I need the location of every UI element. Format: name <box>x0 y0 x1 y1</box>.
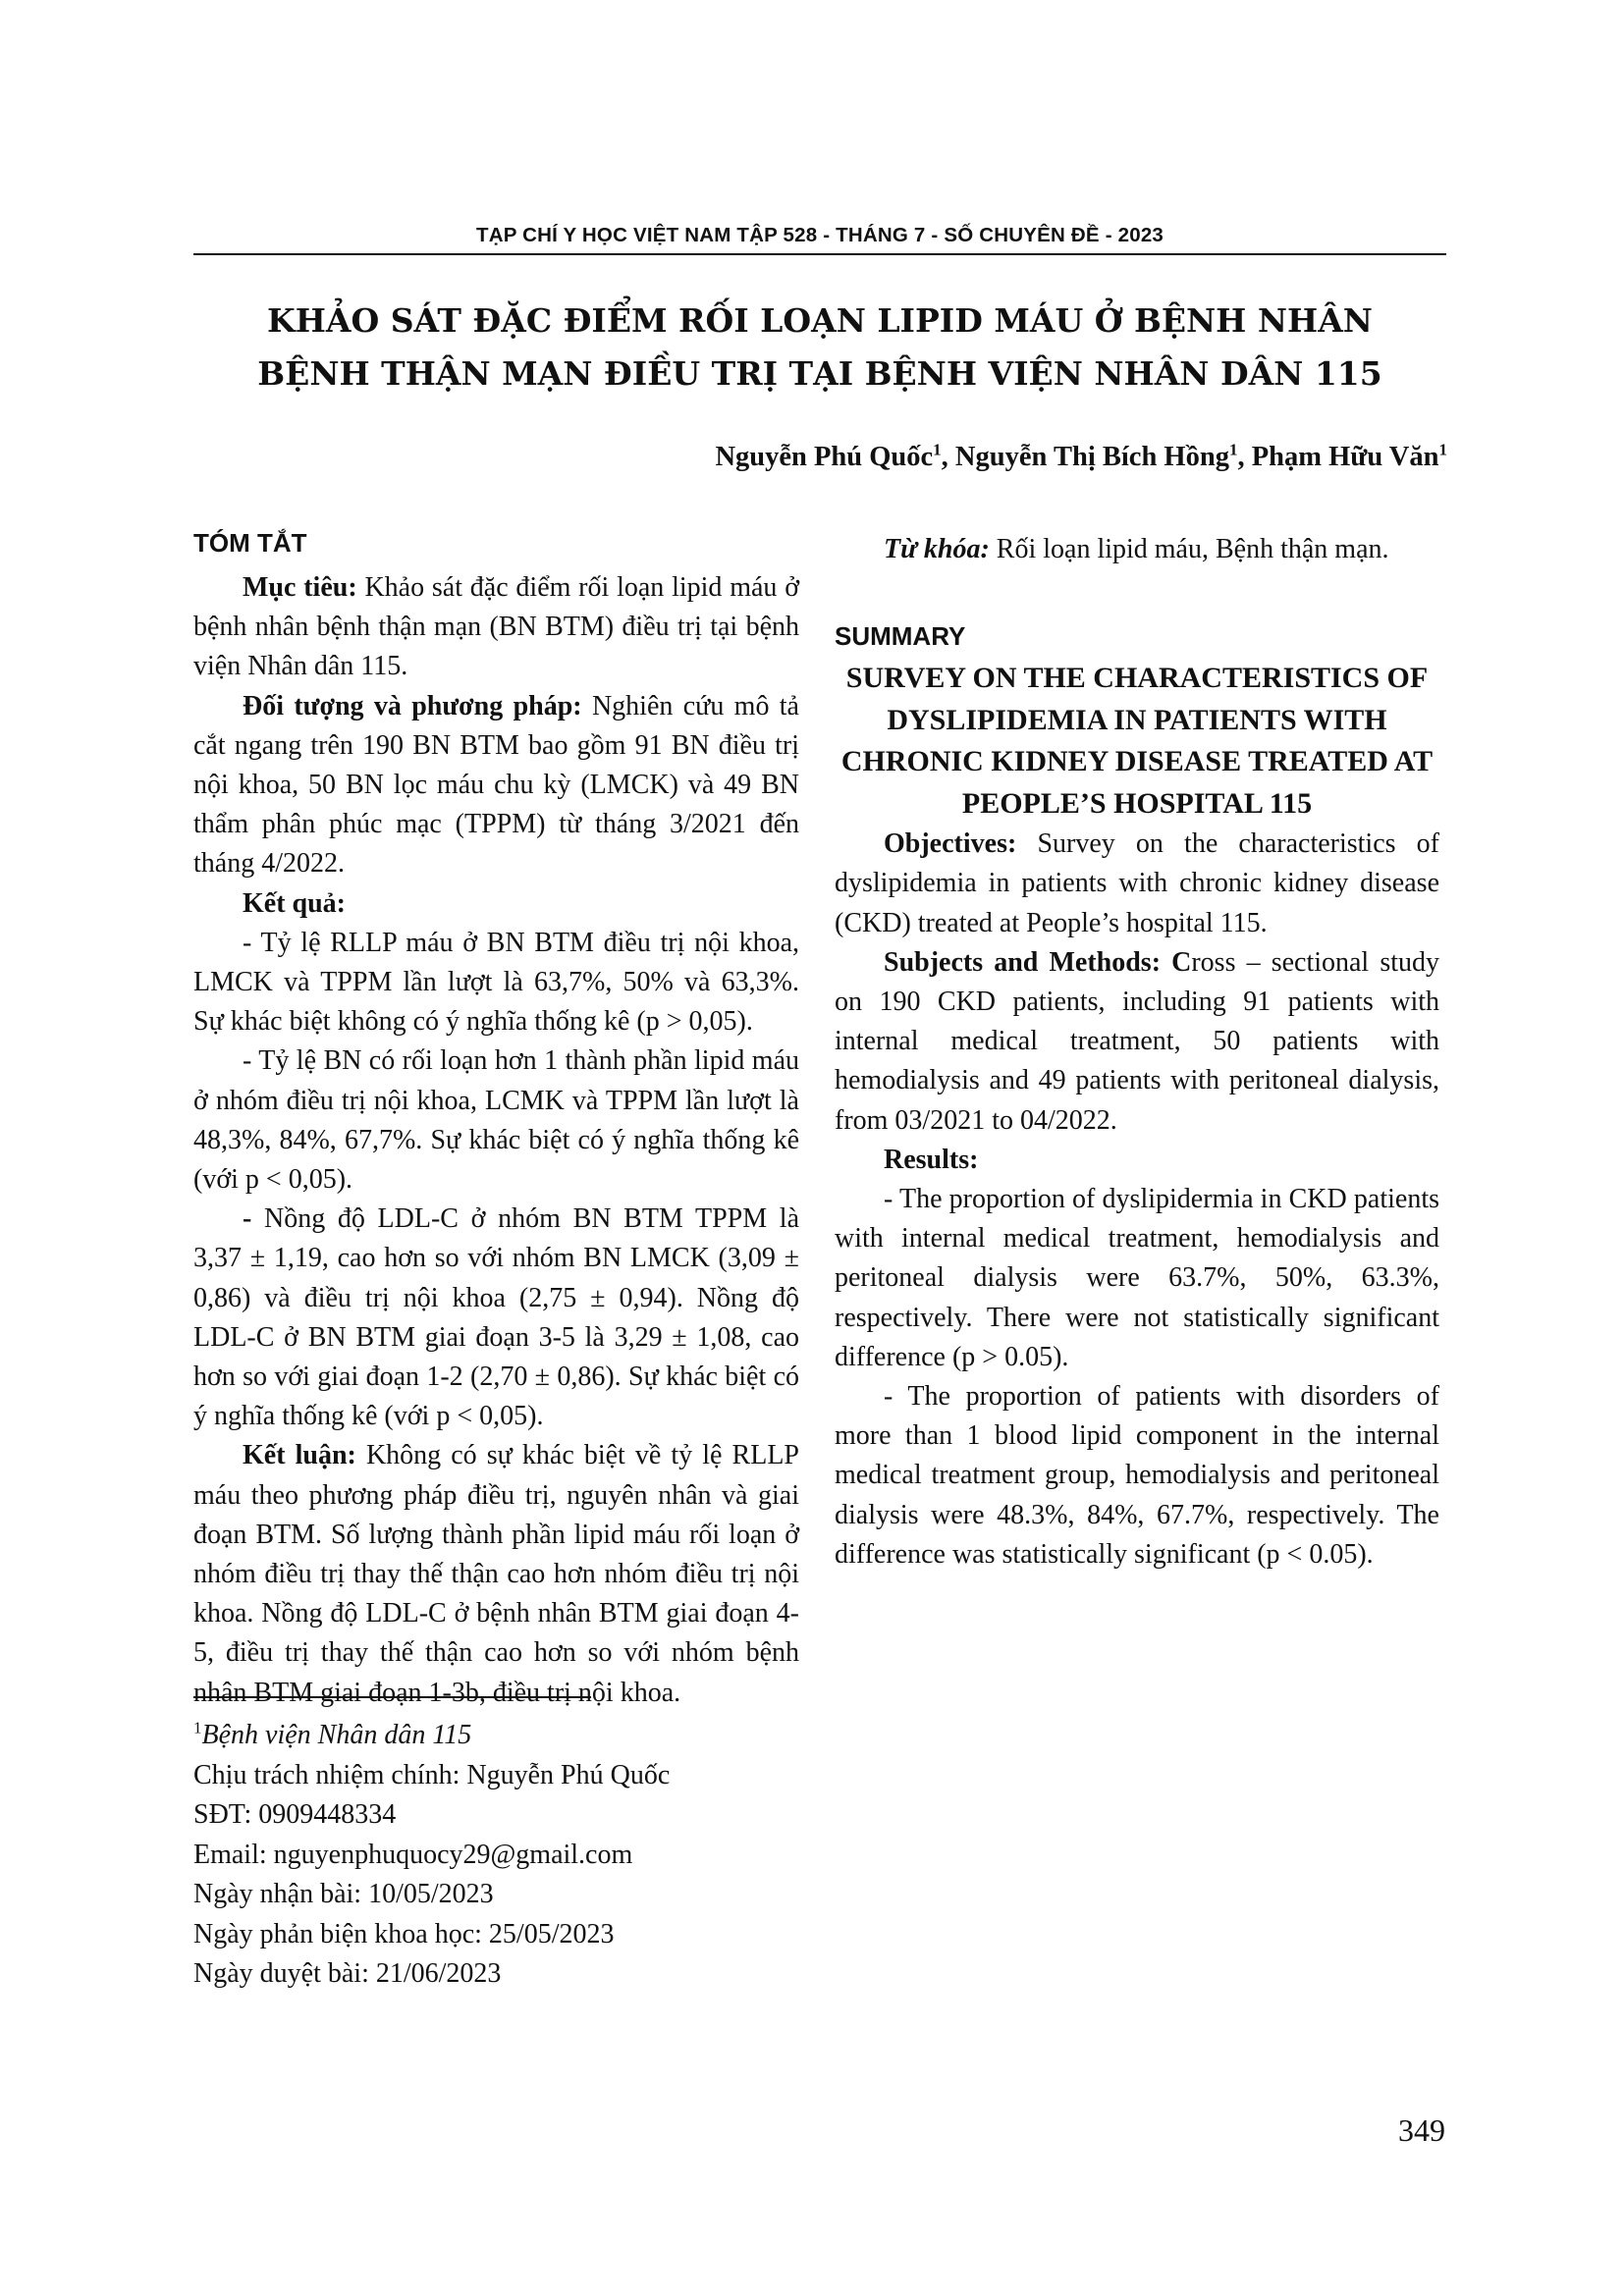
vi-keywords-paragraph <box>835 530 1439 569</box>
en-result-1: - The proportion of dyslipidermia in CKD patients with internal medical treatment, hemodialysis and peritoneal dialysis were 63.7%, 50%, 63.3%, respectively. There were not statistically significant difference (p > 0.05). <box>835 1184 1439 1372</box>
article-title <box>193 294 1446 400</box>
author-separator: , <box>1237 442 1252 472</box>
footnote-review-date: Ngày phản biện khoa học: 25/05/2023 <box>193 1918 615 1949</box>
author-name: Nguyễn Thị Bích Hồng <box>954 442 1229 472</box>
page-number: 349 <box>1398 2112 1445 2148</box>
en-methods-paragraph <box>835 943 1439 1141</box>
vi-objective-text: Khảo sát đặc điểm rối loạn lipid máu ở bệnh nhân bệnh thận mạn (BN BTM) điều trị tại bệnh viện Nhân dân 115. <box>193 572 799 682</box>
vi-result-1: - Tỷ lệ RLLP máu ở BN BTM điều trị nội khoa, LMCK và TPPM lần lượt là 63,7%, 50% và 63,3%. Sự khác biệt không có ý nghĩa thống kê (p > 0,05). <box>193 927 799 1038</box>
vi-keywords-text: Rối loạn lipid máu, Bệnh thận mạn. <box>989 534 1389 564</box>
vi-methods-paragraph <box>193 687 799 884</box>
footnote-phone: SĐT: 0909448334 <box>193 1799 397 1830</box>
en-abstract-heading: SUMMARY <box>835 621 966 652</box>
affiliation-text: Bệnh viện Nhân dân 115 <box>201 1720 472 1750</box>
vi-result-3-text: Nồng độ LDL-C ở nhóm BN BTM TPPM là 3,37 ± 1,19, cao hơn so với nhóm BN LMCK (3,09 ± 0,86) và điều trị nội khoa (2,75 ± 0,94). Nồng độ LDL-C ở BN BTM giai đoạn 3-5 là 3,29 ± 1,08, cao hơn so với giai đoạn 1-2 (2,70 ± 0,86). Sự khác biệt có ý nghĩa thống kê (với p < 0,05). <box>193 1203 799 1432</box>
right-column <box>835 530 1439 1575</box>
vi-results-label: Kết quả: <box>243 887 346 919</box>
footnote-affiliation <box>193 1716 802 1756</box>
footnote-received-date: Ngày nhận bài: 10/05/2023 <box>193 1879 494 1909</box>
vi-abstract-heading: TÓM TẮT <box>193 528 307 558</box>
en-article-title: SURVEY ON THE CHARACTERISTICS OF DYSLIPIDEMIA IN PATIENTS WITH CHRONIC KIDNEY DISEASE TREATED AT PEOPLE’S HOSPITAL 115 <box>840 662 1434 820</box>
footnote-responsible: Chịu trách nhiệm chính: Nguyễn Phú Quốc <box>193 1759 671 1790</box>
vi-result-3-dash: - <box>243 1203 252 1235</box>
author-separator: , <box>941 442 955 472</box>
vi-conclusion-paragraph <box>193 1436 799 1712</box>
vi-methods-label: Đối tượng và phương pháp: <box>243 690 582 721</box>
vi-objective-paragraph <box>193 568 799 687</box>
footnote-rule <box>193 1696 591 1698</box>
vi-result-3 <box>193 1200 799 1436</box>
vi-keywords-label: Từ khóa: <box>884 534 990 564</box>
author-name: Phạm Hữu Văn <box>1251 442 1439 472</box>
en-methods-label: Subjects and Methods: C <box>884 946 1192 978</box>
author-list <box>715 442 1447 473</box>
title-line-1: KHẢO SÁT ĐẶC ĐIỂM RỐI LOẠN LIPID MÁU Ở BỆNH NHÂN <box>267 301 1373 340</box>
vi-methods-text: Nghiên cứu mô tả cắt ngang trên 190 BN BTM bao gồm 91 BN điều trị nội khoa, 50 BN lọc máu chu kỳ (LMCK) và 49 BN thẩm phân phúc mạc (TPPM) từ tháng 3/2021 đến tháng 4/2022. <box>193 690 799 880</box>
left-column <box>193 521 799 1713</box>
title-line-2: BỆNH THẬN MẠN ĐIỀU TRỊ TẠI BỆNH VIỆN NHÂN DÂN 115 <box>257 354 1382 393</box>
en-results-label: Results: <box>884 1144 979 1175</box>
en-result-2: - The proportion of patients with disorders of more than 1 blood lipid component in the internal medical treatment group, hemodialysis and peritoneal dialysis were 48.3%, 84%, 67.7%, respectively. The difference was statistically significant (p < 0.05). <box>835 1381 1439 1570</box>
affiliation-mark: 1 <box>193 1718 202 1737</box>
en-objectives-label: Objectives: <box>884 828 1017 860</box>
en-objectives-paragraph <box>835 825 1439 943</box>
header-rule <box>193 253 1446 255</box>
author-name: Nguyễn Phú Quốc <box>715 442 934 472</box>
vi-result-2: - Tỷ lệ BN có rối loạn hơn 1 thành phần lipid máu ở nhóm điều trị nội khoa, LCMK và TPPM lần lượt là 48,3%, 84%, 67,7%. Sự khác biệt có ý nghĩa thống kê (với p < 0,05). <box>193 1045 799 1196</box>
footnotes <box>193 1716 802 1995</box>
en-methods-text: ross – sectional study on 190 CKD patients, including 91 patients with internal medical treatment, 50 patients with hemodialysis and 49 patients with peritoneal dialysis, from 03/2021 to 04/2022. <box>835 946 1439 1136</box>
author-affiliation-mark: 1 <box>933 440 942 459</box>
vi-conclusion-label: Kết luận: <box>243 1440 356 1471</box>
vi-results-heading-paragraph <box>193 884 799 924</box>
en-objectives-text: Survey on the characteristics of dyslipidemia in patients with chronic kidney disease (CKD) treated at People’s hospital 115. <box>835 828 1439 938</box>
running-header: TẠP CHÍ Y HỌC VIỆT NAM TẬP 528 - THÁNG 7 - SỐ CHUYÊN ĐỀ - 2023 <box>475 224 1164 246</box>
author-affiliation-mark: 1 <box>1438 440 1447 459</box>
footnote-email: Email: nguyenphuquocy29@gmail.com <box>193 1839 633 1870</box>
footnote-accepted-date: Ngày duyệt bài: 21/06/2023 <box>193 1958 502 1989</box>
vi-conclusion-text: Không có sự khác biệt về tỷ lệ RLLP máu theo phương pháp điều trị, nguyên nhân và giai đoạn BTM. Số lượng thành phần lipid máu rối loạn ở nhóm điều trị thay thế thận cao hơn nhóm điều trị nội khoa. Nồng độ LDL-C ở bệnh nhân BTM giai đoạn 4-5, điều trị thay thế thận cao hơn so với nhóm bệnh nhân BTM giai đoạn 1-3b, điều trị nội khoa. <box>193 1440 799 1708</box>
author-affiliation-mark: 1 <box>1228 440 1238 459</box>
vi-objective-label: Mục tiêu: <box>243 572 357 603</box>
en-results-heading-paragraph <box>835 1141 1439 1180</box>
